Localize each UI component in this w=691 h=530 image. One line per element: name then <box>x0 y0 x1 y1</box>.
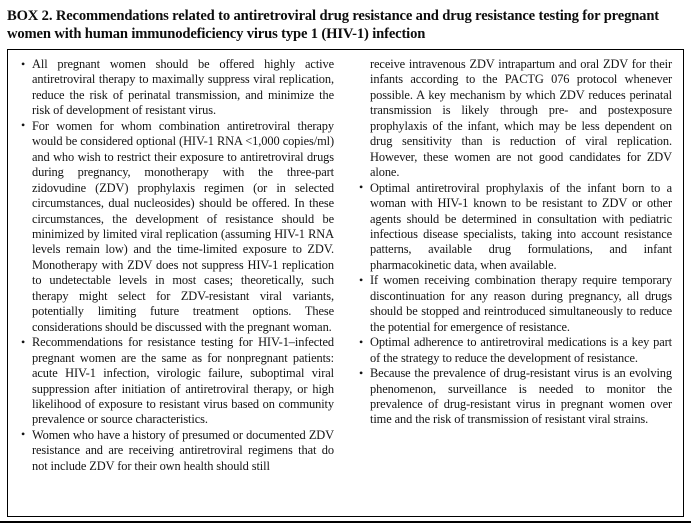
bullet-text: For women for whom combination antiretroviral therapy would be considered optional (HIV-1 RNA <1,000 copies/ml) and who wish to restrict their exposure to antiretroviral drugs during pregnancy, monotherapy with the three-part zidovudine (ZDV) prophylaxis regimen (or in selected circumstances, dual nucleosides) should be offered. In these circumstances, the development of resistance should be minimized by limited viral replication (assuming HIV-1 RNA levels remain low) and the time-limited exposure to ZDV. Monotherapy with ZDV does not suppress HIV-1 replication to undetectable levels in most cases; theoretically, such therapy might select for ZDV-resistant viral variants, potentially limiting future treatment options. These considerations should be discussed with the pregnant woman. <box>32 118 334 334</box>
bullet-text: Recommendations for resistance testing for HIV-1–infected pregnant women are the same as for nonpregnant patients: acute HIV-1 infection, virologic failure, suboptimal viral suppression after initiation of antiretroviral therapy, or high likelihood of exposure to resistant virus based on community prevalence or source characteristics. <box>32 335 334 427</box>
bullet-item <box>358 181 672 274</box>
bullet-text: Because the prevalence of drug-resistant virus is an evolving phenomenon, surveillance is needed to monitor the prevalence of drug-resistant virus in pregnant women over time and the risk of transmission of resistant viral strains. <box>370 366 672 427</box>
bullet-item <box>358 273 672 335</box>
bullet-item <box>20 119 334 335</box>
bullet-marker-icon: • <box>21 334 26 349</box>
bullet-marker-icon: • <box>21 56 26 71</box>
bullet-item <box>20 335 334 428</box>
bullet-text: Optimal antiretroviral prophylaxis of the infant born to a woman with HIV-1 known to be resistant to ZDV or other agents should be determined in consultation with pediatric infectious disease specialists, taking into account resistance patterns, available drug formulations, and infant pharmacokinetic data, when available. <box>370 180 672 272</box>
bullet-marker-icon: • <box>359 334 364 349</box>
bullet-item <box>20 428 334 474</box>
left-column <box>20 57 334 510</box>
bullet-item <box>20 57 334 119</box>
bullet-marker-icon: • <box>359 180 364 195</box>
bullet-marker-icon: • <box>21 118 26 133</box>
bullet-marker-icon: • <box>359 272 364 287</box>
bullet-marker-icon: • <box>359 365 364 380</box>
box-title: BOX 2. Recommendations related to antiretroviral drug resistance and drug resistance testing for pregnant women with human immunodeficiency virus type 1 (HIV-1) infection <box>7 8 660 42</box>
bullet-text: Women who have a history of presumed or documented ZDV resistance and are receiving antiretroviral regimens that do not include ZDV for their own health should still <box>32 427 334 473</box>
bullet-text: All pregnant women should be offered highly active antiretroviral therapy to maximally suppress viral replication, reduce the risk of perinatal transmission, and minimize the risk of development of resistant virus. <box>32 57 334 118</box>
bullet-item <box>358 335 672 366</box>
continuation-paragraph: receive intravenous ZDV intrapartum and oral ZDV for their infants according to the PACTG 076 protocol whenever possible. A key mechanism by which ZDV reduces perinatal transmission is likely through pre- and postexposure prophylaxis of the infant, which may be less dependent on drug sensitivity than is reduction of viral replication. However, these women are not good candidates for ZDV alone. <box>370 57 672 180</box>
bullet-item <box>358 366 672 428</box>
recommendations-box <box>7 49 684 517</box>
bullet-marker-icon: • <box>21 427 26 442</box>
page-bottom-rule <box>0 521 691 523</box>
bullet-text: If women receiving combination therapy require temporary discontinuation for any reason during pregnancy, all drugs should be stopped and reintroduced simultaneously to reduce the potential for emergence of resistance. <box>370 273 672 334</box>
bullet-text: Optimal adherence to antiretroviral medications is a key part of the strategy to reduce the development of resistance. <box>370 335 672 365</box>
right-column <box>358 57 672 510</box>
